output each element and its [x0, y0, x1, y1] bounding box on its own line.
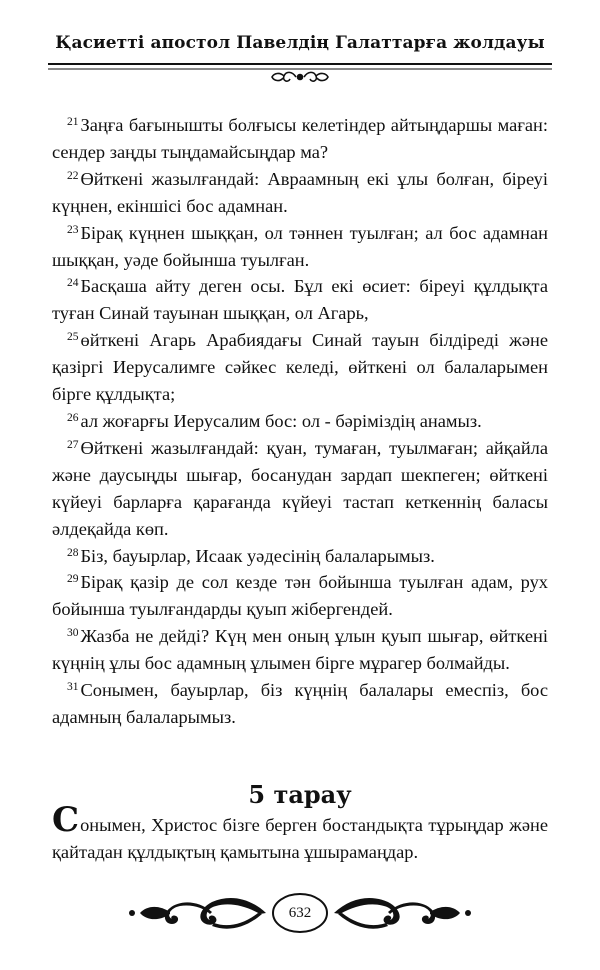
verse-number: 29 [67, 573, 79, 586]
verse-number: 21 [67, 116, 79, 128]
verse-number: 25 [67, 331, 79, 344]
verse-30 [52, 623, 548, 677]
verse-number: 24 [67, 277, 79, 290]
verse-text: Бірақ қазір де сол кезде тән бойынша туылған адам, рух бойынша туылғандарды қуып жібергендей. [52, 572, 548, 620]
verse-text: Жазба не дейді? Күң мен оның ұлын қуып шығар, өйткені күңнің ұлы бос адамның ұлымен бірге мұрагер болмайды. [52, 626, 548, 674]
running-header: Қасиетті апостол Павелдің Галаттарға жолдауы [55, 33, 545, 53]
verse-text: Өйткені жазылғандай: Авраамның екі ұлы болған, біреуі күңнен, екіншісі бос адамнан. [52, 168, 548, 216]
chapter-opening [52, 800, 548, 866]
verse-25 [52, 327, 548, 408]
chapter-text: онымен, Христос бізге берген бостандықта тұрыңдар және қайтадан құлдықтың қамытына ұшырамаңдар. [52, 815, 548, 862]
verse-text: Басқаша айту деген осы. Бұл екі өсиет: біреуі құлдықта туған Синай тауынан шыққан, ол Агарь, [52, 276, 548, 324]
verse-text: Біз, бауырлар, Исаак уәдесінің балаларымыз. [80, 545, 435, 566]
verse-text: Заңға бағынышты болғысы келетіндер айтыңдаршы маған: сендер заңды тыңдамайсыңдар ма? [52, 115, 548, 162]
header-rule-ornament [48, 58, 552, 88]
verse-number: 28 [67, 546, 79, 559]
verse-23 [52, 220, 548, 274]
verse-number: 30 [67, 627, 79, 640]
verse-29 [52, 569, 548, 623]
verse-31 [52, 677, 548, 731]
verse-number: 22 [67, 169, 79, 182]
verse-text: Сонымен, бауырлар, біз күңнің балалары емеспіз, бос адамның балаларымыз. [52, 680, 548, 727]
verse-number: 26 [67, 411, 79, 424]
drop-cap: С [52, 800, 80, 840]
verse-26 [52, 408, 548, 435]
verse-22 [52, 166, 548, 220]
verse-28 [52, 543, 548, 570]
verse-24 [52, 273, 548, 327]
verse-27 [52, 435, 548, 543]
chapter-heading: 5 тарау [248, 780, 352, 809]
verse-text: Бірақ күңнен шыққан, ол тәннен туылған; ал бос адамнан шыққан, уәде бойынша туылған. [52, 222, 548, 270]
verse-text: өйткені Агарь Арабиядағы Синай тауын білдіреді және қазіргі Иерусалимге сәйкес келеді, өйткені ол балаларымен бірге құлдықта; [52, 330, 548, 405]
verse-number: 27 [67, 438, 79, 451]
verse-21 [52, 112, 548, 166]
verse-number: 23 [67, 223, 79, 236]
verse-text: Өйткені жазылғандай: қуан, тумаған, туылмаған; айқайла және даусыңды шығар, босанудан зардап шекпеген; өйткені күйеуі барларға қарағанда күйеуі тастап кеткеннің баласы әлдеқайда көп. [52, 437, 548, 539]
verse-text: ал жоғарғы Иерусалим бос: ол - бәріміздің анамыз. [80, 410, 482, 431]
page-number: 632 [288, 905, 312, 921]
verse-list [52, 112, 548, 731]
verse-number: 31 [67, 681, 79, 694]
